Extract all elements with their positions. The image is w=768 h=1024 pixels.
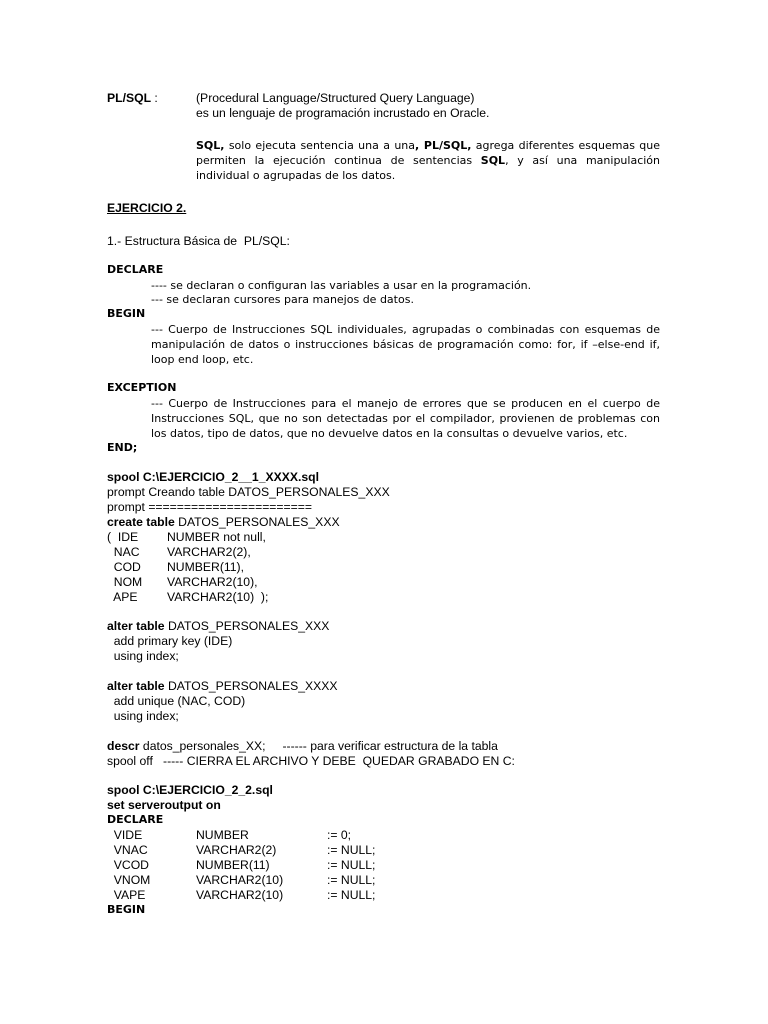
declare-line-1: ---- se declaran o configuran las variables a usar en la programación. [151,279,532,292]
declare-line-2: --- se declaran cursores para manejos de datos. [151,293,414,306]
alter-table-1 [107,619,329,634]
alter-table-keyword: alter table [107,619,165,633]
intro-para-text-3: , y así una manipulación individual o agrupadas de los datos. [196,154,661,182]
alter-table-name: DATOS_PERSONALES_XXXX [164,679,338,693]
alter-table-keyword: alter table [107,679,165,693]
script1-create-table [107,515,340,530]
script1-prompt-1: prompt Creando table DATOS_PERSONALES_XXX [107,485,390,499]
sql-term: SQL, [196,139,225,152]
end-keyword: END; [107,441,138,454]
column-type: VARCHAR2(2), [167,545,251,559]
script2-set-serveroutput: set serveroutput on [107,798,221,812]
script2-begin: BEGIN [107,903,146,916]
script2-declare: DECLARE [107,813,164,826]
alter-table-1-line-3: using index; [107,649,179,663]
plsql-term: , PL/SQL, [415,139,472,152]
intro-para-text-1: solo ejecuta sentencia una a una [224,139,416,152]
column-type: NUMBER not null, [167,530,266,544]
intro-para-text-2: agrega diferentes esquemas que permiten la ejecución continua de sentencias [196,139,661,167]
variable-name: VIDE [107,828,143,842]
variable-init: := NULL; [327,858,376,872]
column-row: ( IDE [107,530,139,544]
variable-type: NUMBER(11) [196,858,270,872]
intro-label: PL/SQL [107,91,152,105]
intro-colon: : [151,91,158,105]
variable-init: := NULL; [327,873,376,887]
column-type: VARCHAR2(10), [167,575,258,589]
alter-table-name: DATOS_PERSONALES_XXX [164,619,330,633]
alter-table-2 [107,679,338,694]
spool-off-line: spool off ----- CIERRA EL ARCHIVO Y DEBE QUEDAR GRABADO EN C: [107,754,515,768]
begin-keyword: BEGIN [107,307,146,320]
script1-spool: spool C:\EJERCICIO_2__1_XXXX.sql [107,470,320,484]
intro-term [107,91,158,106]
exercise-title: EJERCICIO 2. [107,201,187,215]
script1-prompt-2: prompt ======================= [107,500,313,514]
create-table-name: DATOS_PERSONALES_XXX [174,515,340,529]
alter-table-1-line-2: add primary key (IDE) [107,634,233,648]
variable-type: VARCHAR2(2) [196,843,277,857]
descr-rest: datos_personales_XX; ------ para verificar estructura de la tabla [139,739,498,753]
column-row: COD [107,560,141,574]
exception-description: --- Cuerpo de Instrucciones para el manejo de errores que se producen en el cuerpo de Instrucciones SQL, que no son detectadas por el compilador, provienen de problemas con los datos, tipo de datos, que no devuelve datos en la consultas o devuelve varios, etc. [151,397,660,440]
column-row: APE [107,590,138,604]
variable-type: VARCHAR2(10) [196,888,284,902]
script2-spool: spool C:\EJERCICIO_2_2.sql [107,783,273,797]
begin-description: --- Cuerpo de Instrucciones SQL individuales, agrupadas o combinadas con esquemas de manipulación de datos o instrucciones básicas de programación como: for, if –else-end if, loop end loop, etc. [151,323,660,366]
alter-table-2-line-2: add unique (NAC, COD) [107,694,246,708]
variable-init: := NULL; [327,843,376,857]
intro-paragraph [196,138,660,183]
column-type: VARCHAR2(10) ); [167,590,269,604]
exception-keyword: EXCEPTION [107,381,177,394]
variable-init: := 0; [327,828,352,842]
exercise-subtitle: 1.- Estructura Básica de PL/SQL: [107,234,290,248]
declare-keyword: DECLARE [107,263,164,276]
column-type: NUMBER(11), [167,560,244,574]
variable-name: VAPE [107,888,146,902]
intro-definition-line2: es un lenguaje de programación incrustado en Oracle. [196,106,490,120]
variable-type: NUMBER [196,828,249,842]
intro-definition-line1: (Procedural Language/Structured Query Language) [196,91,475,105]
descr-keyword: descr [107,739,140,753]
create-table-keyword: create table [107,515,175,529]
variable-init: := NULL; [327,888,376,902]
column-row: NOM [107,575,143,589]
descr-line [107,739,498,754]
variable-name: VCOD [107,858,149,872]
variable-name: VNAC [107,843,148,857]
variable-type: VARCHAR2(10) [196,873,284,887]
variable-name: VNOM [107,873,151,887]
column-row: NAC [107,545,140,559]
alter-table-2-line-3: using index; [107,709,179,723]
sql-term-2: SQL [480,154,506,167]
